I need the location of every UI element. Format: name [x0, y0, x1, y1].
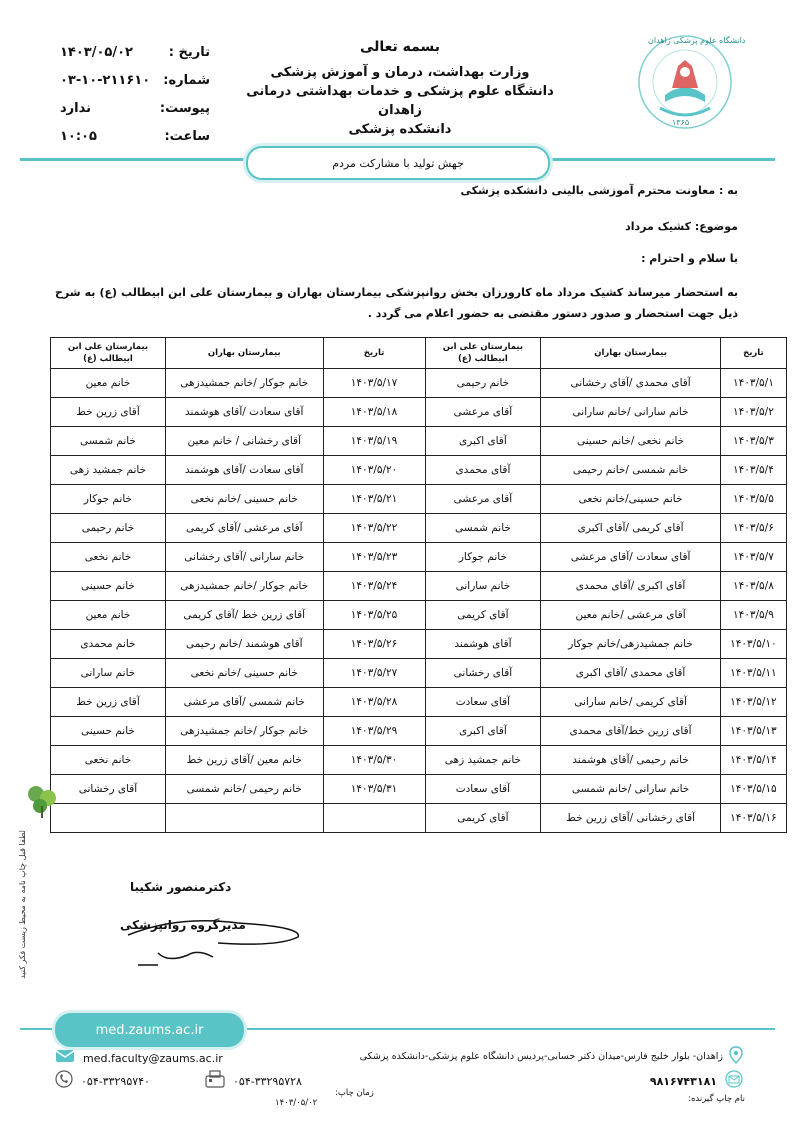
- date-cell: ۱۴۰۳/۵/۲۶: [323, 630, 425, 659]
- mail-icon: [725, 1070, 743, 1092]
- date-cell: ۱۴۰۳/۵/۱۹: [323, 427, 425, 456]
- name-cell: خانم جوکار: [51, 485, 166, 514]
- postal-code: ۹۸۱۶۷۴۳۱۸۱: [649, 1074, 717, 1088]
- footer-postal: [650, 1070, 743, 1092]
- signer-name: دکترمنصور شکیبا: [130, 880, 232, 894]
- name-cell: آقای سعادت /آقای هوشمند: [165, 398, 323, 427]
- faculty-name: دانشکده پزشکی: [348, 122, 452, 137]
- name-cell: خانم نخعی: [51, 543, 166, 572]
- name-cell: خانم سارانی: [425, 572, 541, 601]
- name-cell: خانم حسینی/خانم نخعی: [541, 485, 720, 514]
- column-header: بیمارستان بهاران: [541, 338, 720, 369]
- table-row: [51, 369, 787, 398]
- name-cell: آقای محمدی /آقای رخشانی: [541, 369, 720, 398]
- subject-label: موضوع:: [694, 220, 738, 233]
- attachment-value: ندارد: [60, 100, 92, 116]
- number-value: ۰۳-۱۰-۲۱۱۶۱۰: [60, 72, 151, 88]
- name-cell: خانم جوکار /خانم جمشیدزهی: [165, 369, 323, 398]
- date-cell: ۱۴۰۳/۵/۲۲: [323, 514, 425, 543]
- date-cell: ۱۴۰۳/۵/۶: [720, 514, 786, 543]
- table-row: [51, 398, 787, 427]
- print-time-label: زمان چاپ:: [335, 1088, 374, 1098]
- date-cell: ۱۴۰۳/۵/۱۶: [720, 804, 786, 833]
- name-cell: آقای هوشمند /خانم رحیمی: [165, 630, 323, 659]
- table-row: [51, 543, 787, 572]
- date-cell: ۱۴۰۳/۵/۲۰: [323, 456, 425, 485]
- greeting: با سلام و احترام :: [641, 252, 738, 265]
- date-cell: [323, 804, 425, 833]
- fax-icon: [205, 1070, 225, 1092]
- name-cell: خانم معین: [51, 601, 166, 630]
- date-cell: ۱۴۰۳/۵/۹: [720, 601, 786, 630]
- name-cell: آقای سعادت: [425, 775, 541, 804]
- name-cell: خانم جمشید زهی: [425, 746, 541, 775]
- table-row: [51, 804, 787, 833]
- name-cell: خانم نخعی: [51, 746, 166, 775]
- name-cell: خانم جوکار /خانم جمشیدزهی: [165, 717, 323, 746]
- date-cell: ۱۴۰۳/۵/۲۴: [323, 572, 425, 601]
- date-cell: ۱۴۰۳/۵/۳۰: [323, 746, 425, 775]
- name-cell: آقای مرعشی /آقای کریمی: [165, 514, 323, 543]
- name-cell: خانم معین /آقای زرین خط: [165, 746, 323, 775]
- name-cell: آقای مرعشی /خانم معین: [541, 601, 720, 630]
- date-cell: ۱۴۰۳/۵/۲۸: [323, 688, 425, 717]
- name-cell: خانم جوکار /خانم جمشیدزهی: [165, 572, 323, 601]
- table-row: [51, 688, 787, 717]
- date-cell: ۱۴۰۳/۵/۳۱: [323, 775, 425, 804]
- column-header: تاریخ: [323, 338, 425, 369]
- date-label: تاریخ :: [168, 44, 210, 60]
- name-cell: آقای کریمی /آقای اکبری: [541, 514, 720, 543]
- name-cell: خانم حسینی /خانم نخعی: [165, 485, 323, 514]
- fax-text: ۰۵۴-۳۳۲۹۵۷۲۸: [233, 1074, 302, 1088]
- name-cell: آقای سعادت /آقای هوشمند: [165, 456, 323, 485]
- table-header-row: [51, 338, 787, 369]
- signer-role: مدیرگروه روانپزشکی: [120, 918, 246, 932]
- column-header: تاریخ: [720, 338, 786, 369]
- university-name: دانشگاه علوم پزشکی و خدمات بهداشتی درمانی زاهدان: [246, 84, 554, 118]
- date-cell: ۱۴۰۳/۵/۱۰: [720, 630, 786, 659]
- name-cell: خانم جمشید زهی: [51, 456, 166, 485]
- date-cell: ۱۴۰۳/۵/۱۷: [323, 369, 425, 398]
- number-label: شماره:: [163, 72, 210, 88]
- name-cell: آقای زرین خط/آقای محمدی: [541, 717, 720, 746]
- name-cell: آقای محمدی: [425, 456, 541, 485]
- name-cell: خانم حسینی: [51, 572, 166, 601]
- print-date: ۱۴۰۳/۰۵/۰۲: [275, 1098, 318, 1108]
- date-cell: ۱۴۰۳/۵/۱۵: [720, 775, 786, 804]
- name-cell: خانم سارانی /خانم سارانی: [541, 398, 720, 427]
- name-cell: آقای زرین خط: [51, 398, 166, 427]
- name-cell: [165, 804, 323, 833]
- name-cell: خانم رحیمی /خانم شمسی: [165, 775, 323, 804]
- name-cell: خانم معین: [51, 369, 166, 398]
- table-row: [51, 775, 787, 804]
- name-cell: آقای کریمی /خانم سارانی: [541, 688, 720, 717]
- footer-address: [360, 1046, 743, 1067]
- name-cell: آقای رخشانی / خانم معین: [165, 427, 323, 456]
- date-cell: ۱۴۰۳/۵/۱۲: [720, 688, 786, 717]
- name-cell: خانم محمدی: [51, 630, 166, 659]
- footer-phone: [55, 1070, 150, 1092]
- date-cell: ۱۴۰۳/۵/۱۴: [720, 746, 786, 775]
- recipient: به : معاونت محترم آموزشی بالینی دانشکده پزشکی: [460, 184, 738, 197]
- column-header: بیمارستان بهاران: [165, 338, 323, 369]
- table-row: [51, 456, 787, 485]
- time-value: ۱۰:۰۵: [60, 128, 97, 144]
- name-cell: آقای سعادت: [425, 688, 541, 717]
- subject-value: کشیک مرداد: [625, 220, 691, 233]
- table-row: [51, 630, 787, 659]
- table-row: [51, 717, 787, 746]
- bismillah: بسمه تعالی: [359, 39, 441, 55]
- name-cell: آقای رخشانی: [51, 775, 166, 804]
- name-cell: خانم شمسی /خانم رحیمی: [541, 456, 720, 485]
- table-row: [51, 746, 787, 775]
- ministry-name: وزارت بهداشت، درمان و آموزش پزشکی: [270, 65, 530, 80]
- handwritten-signature: [118, 905, 318, 979]
- name-cell: خانم حسینی /خانم نخعی: [165, 659, 323, 688]
- table-row: [51, 572, 787, 601]
- name-cell: خانم نخعی /خانم حسینی: [541, 427, 720, 456]
- subject-line: [625, 220, 738, 233]
- name-cell: آقای مرعشی: [425, 398, 541, 427]
- date-cell: ۱۴۰۳/۵/۲۷: [323, 659, 425, 688]
- environment-note: لطفا قبل چاپ نامه به محیط زیست فکر کنید: [18, 830, 27, 979]
- date-cell: ۱۴۰۳/۵/۸: [720, 572, 786, 601]
- name-cell: خانم سارانی /آقای رخشانی: [165, 543, 323, 572]
- table-row: [51, 485, 787, 514]
- date-cell: ۱۴۰۳/۵/۷: [720, 543, 786, 572]
- name-cell: خانم رحیمی: [425, 369, 541, 398]
- footer-email[interactable]: [55, 1048, 223, 1068]
- date-cell: ۱۴۰۳/۵/۲۳: [323, 543, 425, 572]
- email-icon: [55, 1048, 75, 1068]
- date-value: ۱۴۰۳/۰۵/۰۲: [60, 44, 133, 60]
- name-cell: آقای هوشمند: [425, 630, 541, 659]
- column-header: بیمارستان علی ابن ابیطالب (ع): [51, 338, 166, 369]
- name-cell: آقای زرین خط: [51, 688, 166, 717]
- name-cell: آقای زرین خط /آقای کریمی: [165, 601, 323, 630]
- address-text: زاهدان- بلوار خلیج فارس-میدان دکتر حسابی-پردیس دانشگاه علوم پزشکی-دانشکده پزشکی: [359, 1051, 723, 1062]
- email-text: med.faculty@zaums.ac.ir: [83, 1051, 223, 1065]
- name-cell: آقای اکبری: [425, 427, 541, 456]
- name-cell: خانم سارانی /خانم شمسی: [541, 775, 720, 804]
- letterhead: [230, 38, 570, 139]
- phone-text: ۰۵۴-۳۳۲۹۵۷۴۰: [81, 1074, 150, 1088]
- time-label: ساعت:: [164, 128, 210, 144]
- name-cell: آقای محمدی /آقای اکبری: [541, 659, 720, 688]
- name-cell: آقای کریمی: [425, 601, 541, 630]
- table-row: [51, 427, 787, 456]
- date-cell: ۱۴۰۳/۵/۱: [720, 369, 786, 398]
- column-header: بیمارستان علی ابن ابیطالب (ع): [425, 338, 541, 369]
- date-cell: ۱۴۰۳/۵/۱۳: [720, 717, 786, 746]
- name-cell: آقای رخشانی /آقای زرین خط: [541, 804, 720, 833]
- date-cell: ۱۴۰۳/۵/۵: [720, 485, 786, 514]
- attachment-label: پیوست:: [159, 100, 210, 116]
- name-cell: خانم رحیمی: [51, 514, 166, 543]
- name-cell: آقای اکبری: [425, 717, 541, 746]
- table-row: [51, 514, 787, 543]
- name-cell: آقای اکبری /آقای محمدی: [541, 572, 720, 601]
- name-cell: خانم سارانی: [51, 659, 166, 688]
- letter-body: به استحضار میرساند کشیک مرداد ماه کارورزان بخش روانپزشکی بیمارستان بهاران و بیمارستان علی ابن ابیطالب (ع) به شرح ذیل جهت استحضار و صدور دستور مقتضی به حضور اعلام می گردد .: [55, 286, 738, 320]
- name-cell: [51, 804, 166, 833]
- date-cell: ۱۴۰۳/۵/۲۱: [323, 485, 425, 514]
- name-cell: خانم شمسی: [51, 427, 166, 456]
- logo-text: دانشگاه علوم پزشکی زاهدان: [648, 36, 746, 45]
- date-cell: ۱۴۰۳/۵/۴: [720, 456, 786, 485]
- name-cell: خانم حسینی: [51, 717, 166, 746]
- name-cell: آقای کریمی: [425, 804, 541, 833]
- location-icon: [729, 1046, 743, 1067]
- website-text: med.zaums.ac.ir: [95, 1022, 204, 1038]
- date-cell: ۱۴۰۳/۵/۱۱: [720, 659, 786, 688]
- date-cell: ۱۴۰۳/۵/۲: [720, 398, 786, 427]
- footer-fax: [205, 1070, 302, 1092]
- name-cell: آقای مرعشی: [425, 485, 541, 514]
- date-cell: ۱۴۰۳/۵/۲۹: [323, 717, 425, 746]
- logo-year: ۱۳۶۵: [672, 118, 690, 127]
- letter-meta: [60, 38, 210, 150]
- slogan-text: جهش تولید با مشارکت مردم: [332, 156, 464, 170]
- printer-label: نام چاپ گیرنده:: [688, 1094, 745, 1104]
- shift-schedule-table: [50, 337, 787, 833]
- table-row: [51, 601, 787, 630]
- date-cell: ۱۴۰۳/۵/۱۸: [323, 398, 425, 427]
- university-logo: [620, 30, 750, 140]
- date-cell: ۱۴۰۳/۵/۲۵: [323, 601, 425, 630]
- leaf-icon: [22, 780, 62, 824]
- name-cell: خانم شمسی /آقای مرعشی: [165, 688, 323, 717]
- date-cell: ۱۴۰۳/۵/۳: [720, 427, 786, 456]
- phone-icon: [55, 1070, 73, 1092]
- website-link[interactable]: [55, 1013, 244, 1047]
- name-cell: خانم جوکار: [425, 543, 541, 572]
- name-cell: آقای رخشانی: [425, 659, 541, 688]
- name-cell: خانم رحیمی /آقای هوشمند: [541, 746, 720, 775]
- name-cell: آقای سعادت /آقای مرعشی: [541, 543, 720, 572]
- name-cell: خانم جمشیدزهی/خانم جوکار: [541, 630, 720, 659]
- slogan-banner: [246, 146, 550, 180]
- table-row: [51, 659, 787, 688]
- name-cell: خانم شمسی: [425, 514, 541, 543]
